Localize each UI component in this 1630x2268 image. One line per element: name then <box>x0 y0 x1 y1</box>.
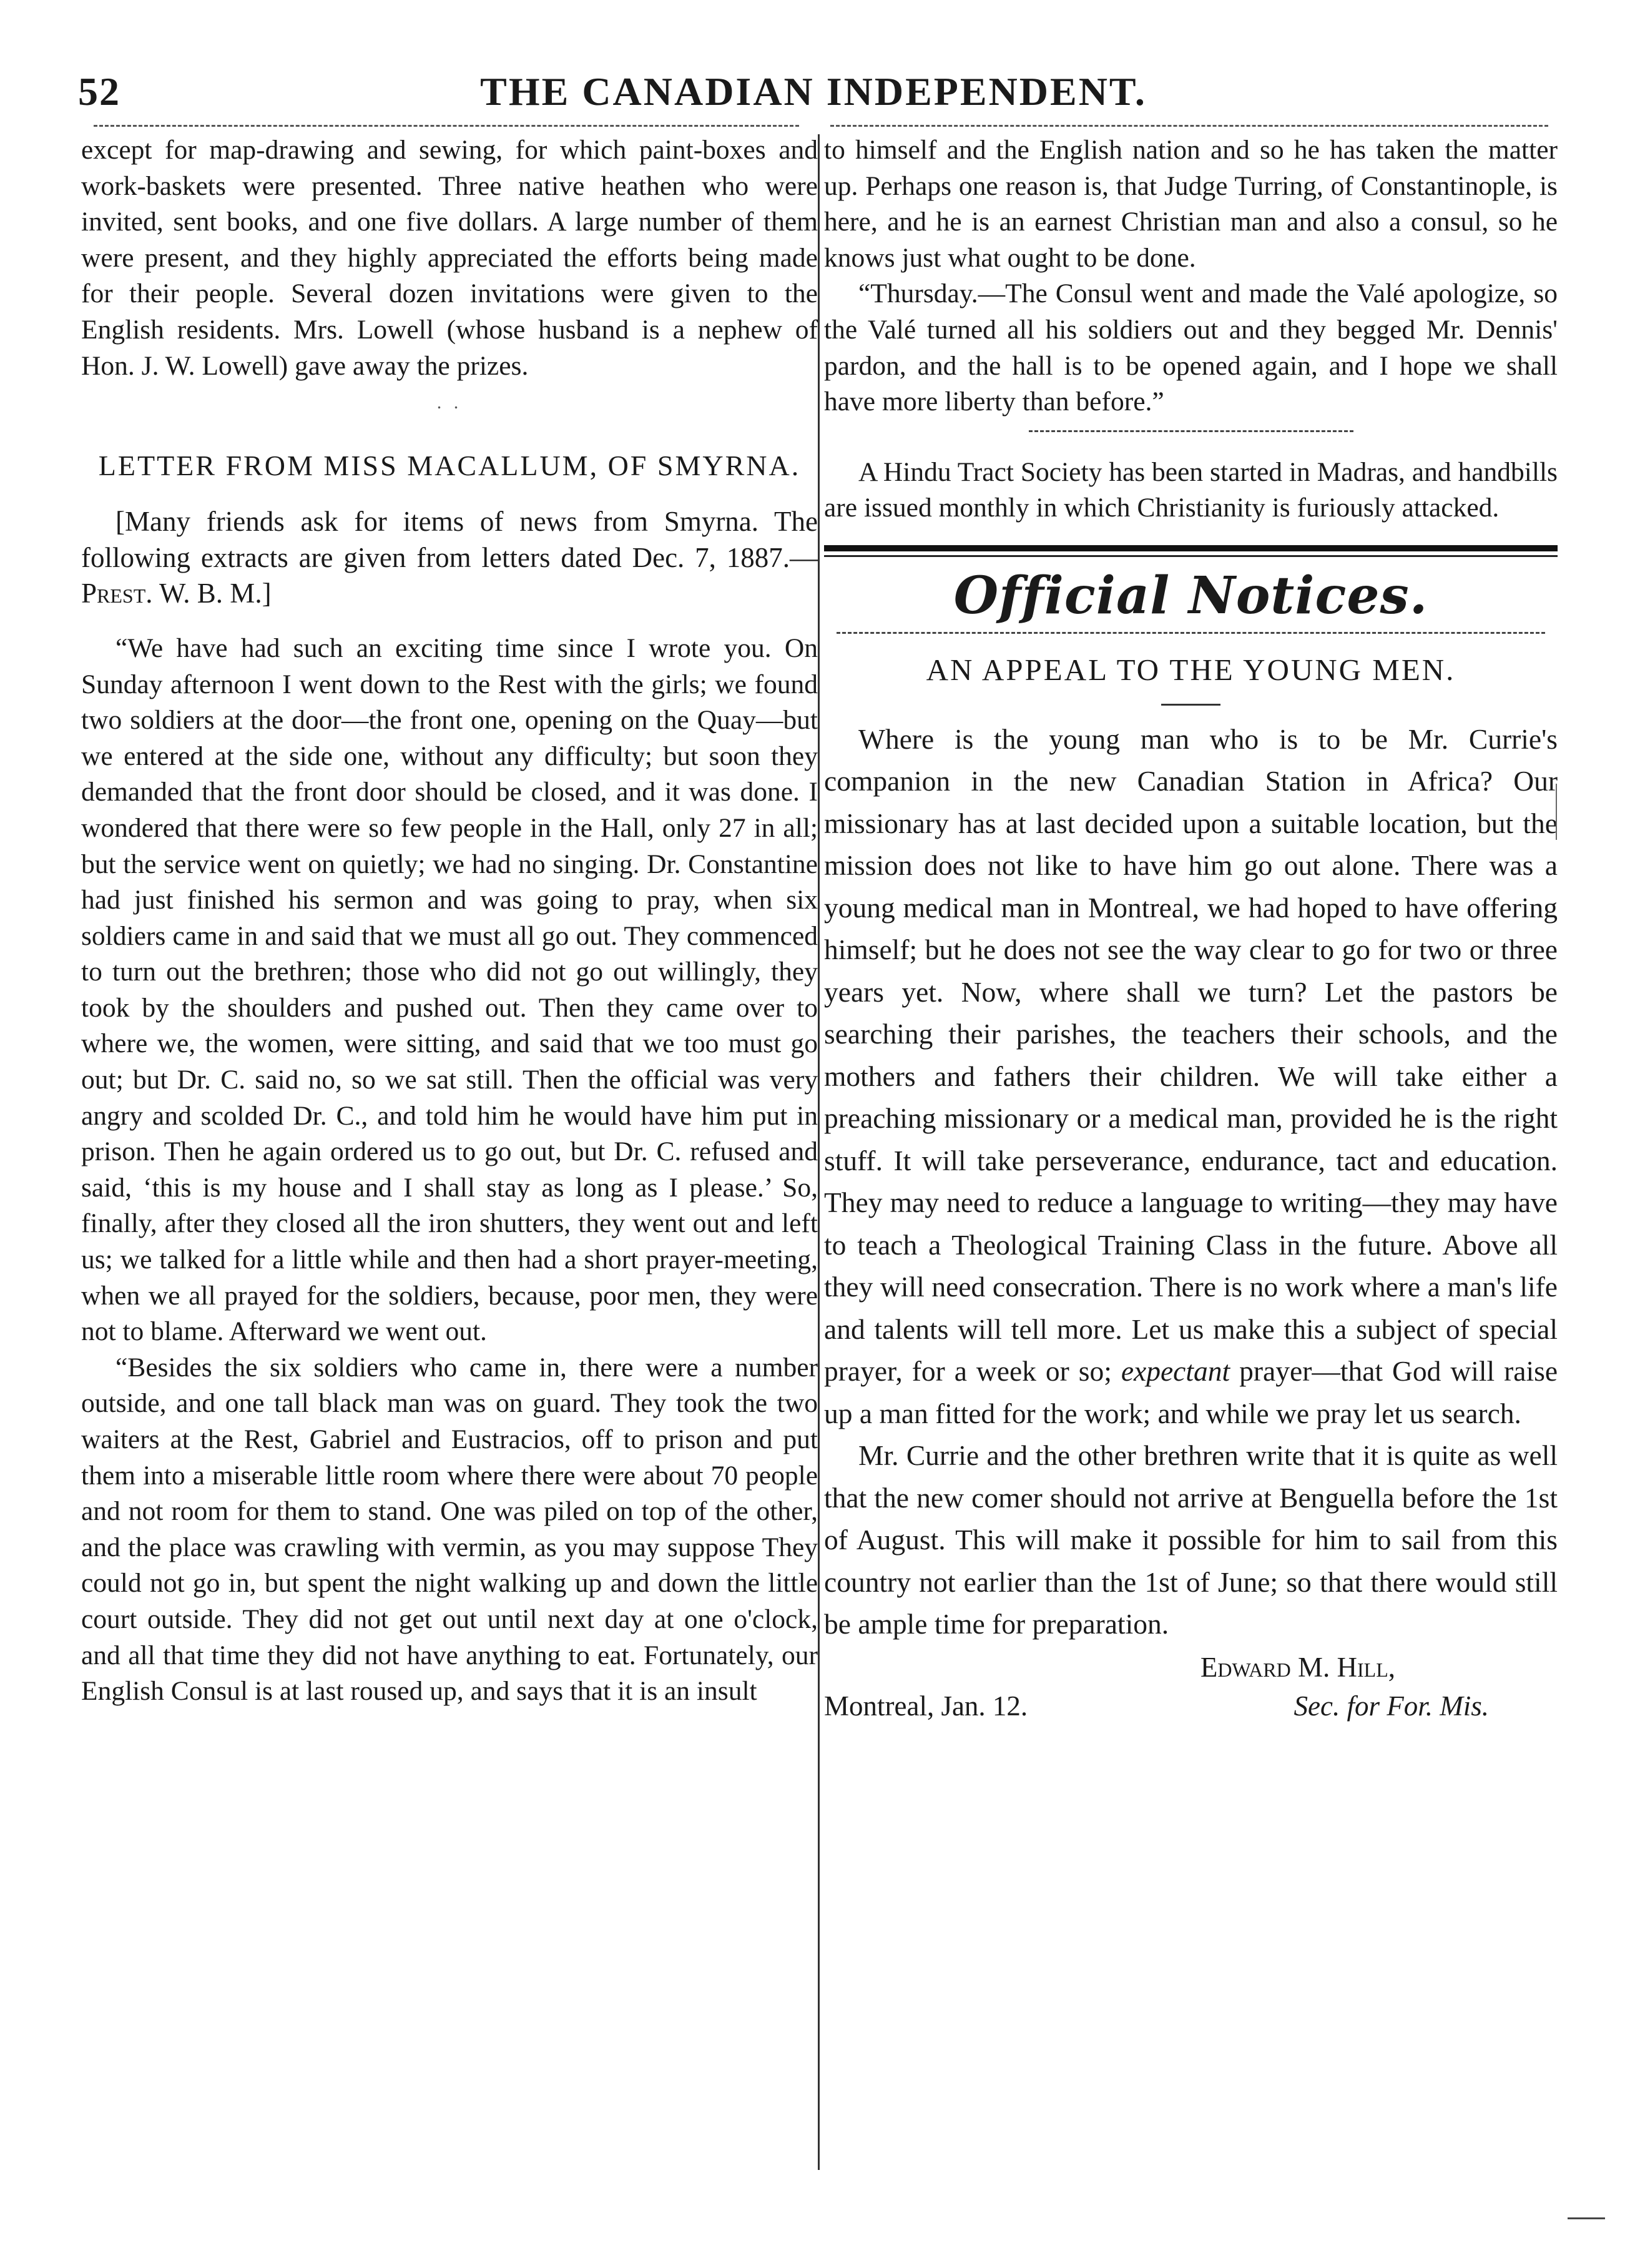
header-rule-right <box>830 125 1548 127</box>
appeal-paragraph-2: Mr. Currie and the other brethren write that it is quite as well that the new comer should not arrive at Benguella before the 1st of August. This will make it possible for him to sail from this country not earlier than the 1st of June; so that there would still be ample time for preparation. <box>824 1439 1558 1640</box>
header-rule-left <box>94 125 799 127</box>
section-rule-thin <box>824 555 1558 557</box>
appeal-italic-word: expectant <box>1121 1355 1230 1388</box>
appeal-paragraph-1 <box>824 718 1558 1435</box>
corner-mark <box>1568 2217 1605 2219</box>
right-column <box>824 132 1558 1725</box>
separator-dots: . . <box>436 392 463 413</box>
spacer <box>81 612 818 631</box>
editor-signature: Prest. W. B. M. <box>81 578 262 609</box>
short-dashed-rule <box>1029 430 1353 432</box>
editor-note-close: ] <box>262 578 272 609</box>
margin-mark <box>1556 784 1557 840</box>
appeal-heading-rule <box>1161 704 1220 706</box>
page-number: 52 <box>78 69 120 114</box>
appeal-paragraph-1-end: prayer—that God will raise up a man fitted for the work; and while we pray let us search. <box>824 1355 1558 1429</box>
running-head <box>72 69 1555 119</box>
editor-note-text: [Many friends ask for items of news from Smyrna. The following extracts are given from letters dated Dec. 7, 1887.— <box>81 506 818 573</box>
editor-note <box>81 504 818 612</box>
hindu-tract-note: A Hindu Tract Society has been started in Madras, and handbills are issued monthly in which Christianity is furiously attacked. <box>824 456 1558 523</box>
letter-paragraph-1: “We have had such an exciting time since I wrote you. On Sunday afternoon I went down to the Rest with the girls; we found two soldiers at the door—the front one, opening on the Quay—but we entered at the side one, without any difficulty; but soon they demanded that the front door should be closed, and it was done. I wondered that there were so few people in the Hall, only 27 in all; but the service went on quietly; we had no singing. Dr. Constantine had just finished his sermon and was going to pray, when six soldiers came in and said that we must all go out. They commenced to turn out the brethren; those who did not go out willingly, they took by the shoulders and pushed out. Then they came over to where we, the women, were sitting, and said that we too must go out; but Dr. C. said no, so we sat still. Then the official was very angry and scolded Dr. C., and told him he would have him put in prison. Then he again ordered us to go out, but Dr. C. refused and said, ‘this is my house and I shall stay as long as I please.’ So, finally, after they closed all the iron shutters, they went out and left us; we talked for a little while and then had a short prayer-meeting, when we all prayed for the soldiers, because, poor men, they were not to blame. Afterward we went out. <box>81 633 818 1347</box>
letter-heading: LETTER FROM MISS MACALLUM, OF SMYRNA. <box>98 450 801 482</box>
appeal-heading: AN APPEAL TO THE YOUNG MEN. <box>926 652 1456 687</box>
thursday-paragraph: “Thursday.—The Consul went and made the Valé apologize, so the Valé turned all his soldiers out and they begged Mr. Dennis' pardon, and the hall is to be opened again, and I hope we shall have more liberty than before.” <box>824 279 1558 417</box>
signature-place-date: Montreal, Jan. 12. <box>824 1690 1028 1722</box>
journal-title: THE CANADIAN INDEPENDENT. <box>480 69 1147 114</box>
signature-role: Sec. for For. Mis. <box>1294 1690 1489 1722</box>
signature-row <box>824 1687 1558 1725</box>
notices-dashed-rule <box>837 632 1545 634</box>
column-divider <box>818 134 820 2170</box>
official-notices-title: Official Notices. <box>953 565 1428 626</box>
letter-paragraph-2: “Besides the six soldiers who came in, there were a number outside, and one tall black man was on guard. They took the two waiters at the Rest, Gabriel and Eustracios, off to prison and put them into a miserable little room where there were about 70 people and not room for them to stand. One was piled on top of the other, and the place was crawling with vermin, as you may suppose They could not go in, but spent the night walking up and down the little court outside. They did not get out until next day at one o'clock, and all that time they did not have anything to eat. Fortunately, our English Consul is at last roused up, and says that it is an insult <box>81 1352 818 1707</box>
section-rule-thick <box>824 545 1558 551</box>
spacer <box>81 485 818 504</box>
continued-paragraph: except for map-drawing and sewing, for which paint-boxes and work-baskets were presented. Three native heathen who were invited, sent books, and one five dollars. A large number of them were present, and they highly appreciated the efforts being made for their people. Several dozen invitations were given to the English residents. Mrs. Lowell (whose husband is a nephew of Hon. J. W. Lowell) gave away the prizes. <box>81 135 818 381</box>
signature-name: Edward M. Hill, <box>1200 1651 1395 1683</box>
continued-paragraph: to himself and the English nation and so he has taken the matter up. Perhaps one reason is, that Judge Turring, of Constantinople, is here, and he is an earnest Christian man and also a consul, so he knows just what ought to be done. <box>824 135 1558 273</box>
appeal-paragraph-1-text: Where is the young man who is to be Mr. Currie's companion in the new Canadian Station in Africa? Our missionary has at last decided upon a suitable location, but the mission does not like to have him go out alone. There was a young medical man in Montreal, we had hoped to have offering himself; but he does not see the way clear to go for two or three years yet. Now, where shall we turn? Let the pastors be searching their parishes, the teachers their schools, and the mothers and fathers their children. We will take either a preaching missionary or a medical man, provided he is the right stuff. It will take perseverance, endurance, tact and education. They may need to reduce a language to writing—they may have to teach a Theological Training Class in the future. Above all they will need consecration. There is no work where a man's life and talents will tell more. Let us make this a subject of special prayer, for a week or so; <box>824 722 1558 1388</box>
left-column <box>81 132 818 1710</box>
